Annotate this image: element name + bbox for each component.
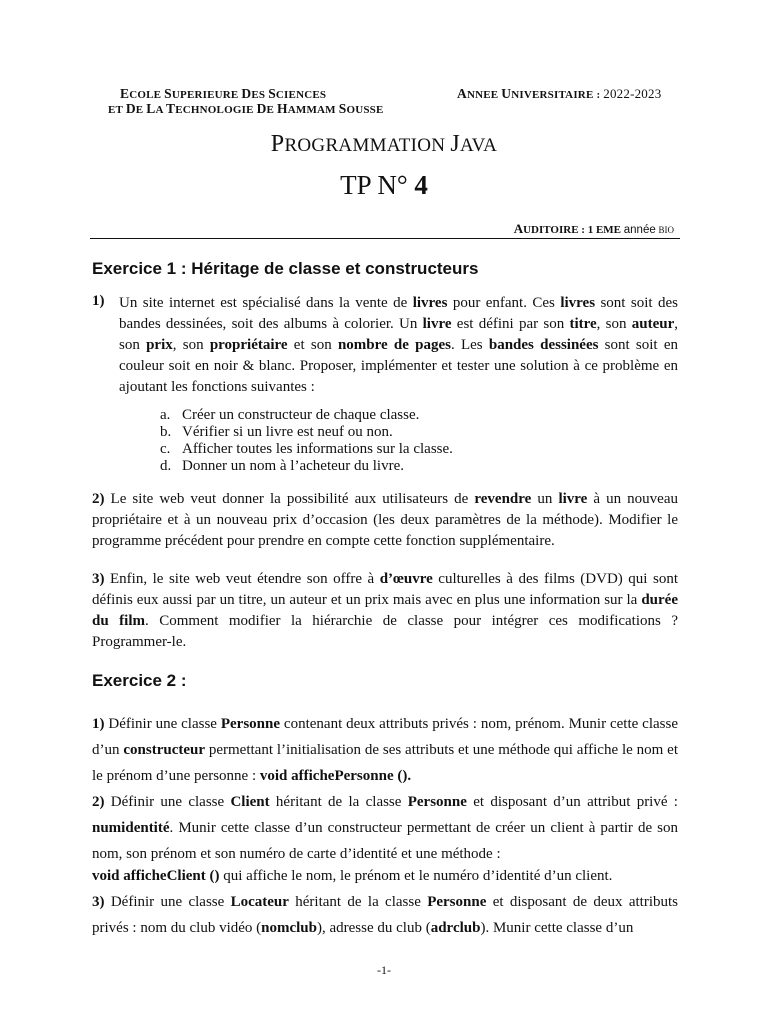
school-name-line2: ET DE LA TECHNOLOGIE DE HAMMAM SOUSSE [108,101,384,116]
list-item: c. Afficher toutes les informations sur la classe. [160,441,453,457]
header-divider [90,238,680,239]
course-title: PROGRAMMATION JAVA [270,131,498,157]
exercise2-q1-text: 1) Définir une classe Personne contenant deux attributs privés : nom, prénom. Munir cette classe d’un constructeur permettant l’initialisation de ses attributs et une méthode qui affiche le nom et le prénom d’une personne : void affichePersonne (). [92,716,678,784]
exercise2-heading: Exercice 2 : [92,671,187,690]
exercise1-heading: Exercice 1 : Héritage de classe et constructeurs [92,259,479,278]
exercise1-task-list [160,407,453,475]
tp-title: TP N° 4 [340,170,428,200]
exercise1-q3-text: 3) Enfin, le site web veut étendre son offre à d’œuvre culturelles à des films (DVD) qui sont définis eux aussi par un titre, un auteur et un prix mais avec en plus une information sur la durée du film. Comment modifier la hiérarchie de classe pour intégrer ces modifications ? Programmer-le. [92,571,678,650]
exercise1-q1-number: 1) [92,293,105,309]
school-name-line1: ECOLE SUPERIEURE DES SCIENCES [120,86,327,101]
academic-year-value: 2022-2023 [603,86,662,101]
list-item: d. Donner un nom à l’acheteur du livre. [160,458,405,474]
page-number: -1- [377,963,391,977]
exercise1-q2-text: 2) Le site web veut donner la possibilité aux utilisateurs de revendre un livre à un nouveau propriétaire et à un nouveau prix d’occasion (les deux paramètres de la méthode). Modifier le programme précédent pour prendre en compte cette fonction supplémentaire. [92,491,678,549]
academic-year: ANNEE UNIVERSITAIRE : 2022-2023 [457,86,662,101]
exercise2-q3-text: 3) Définir une classe Locateur héritant de la classe Personne et disposant de deux attributs privés : nom du club vidéo (nomclub), adresse du club (adrclub). Munir cette classe d’un [92,894,678,936]
tp-number: 4 [414,170,428,200]
auditoire-annee: année [623,224,656,236]
exercise2-q2-text: 2) Définir une classe Client héritant de la classe Personne et disposant d’un attribut privé : numidentité. Munir cette classe d’un constructeur permettant de créer un client à partir de son nom, son prénom et son numéro de carte d’identité et une méthode : [92,794,678,862]
exercise2-q2-method: void afficheClient () qui affiche le nom, le prénom et le numéro d’identité d’un client. [92,868,613,884]
list-item: b. Vérifier si un livre est neuf ou non. [160,424,393,440]
list-item: a. Créer un constructeur de chaque classe. [160,407,420,423]
exercise1-q1-text: Un site internet est spécialisé dans la vente de livres pour enfant. Ces livres sont soit des bandes dessinées, soit des albums à colorier. Un livre est défini par son titre, son auteur, son prix, son propriétaire et son nombre de pages. Les bandes dessinées sont soit en couleur soit en noir & blanc. Proposer, implémenter et tester une solution à ce problème en ajoutant les fonctions suivantes : [119,295,679,395]
auditoire-line: AUDITOIRE : 1 EME année BIO [513,221,674,236]
auditoire-level: BIO [658,225,674,235]
